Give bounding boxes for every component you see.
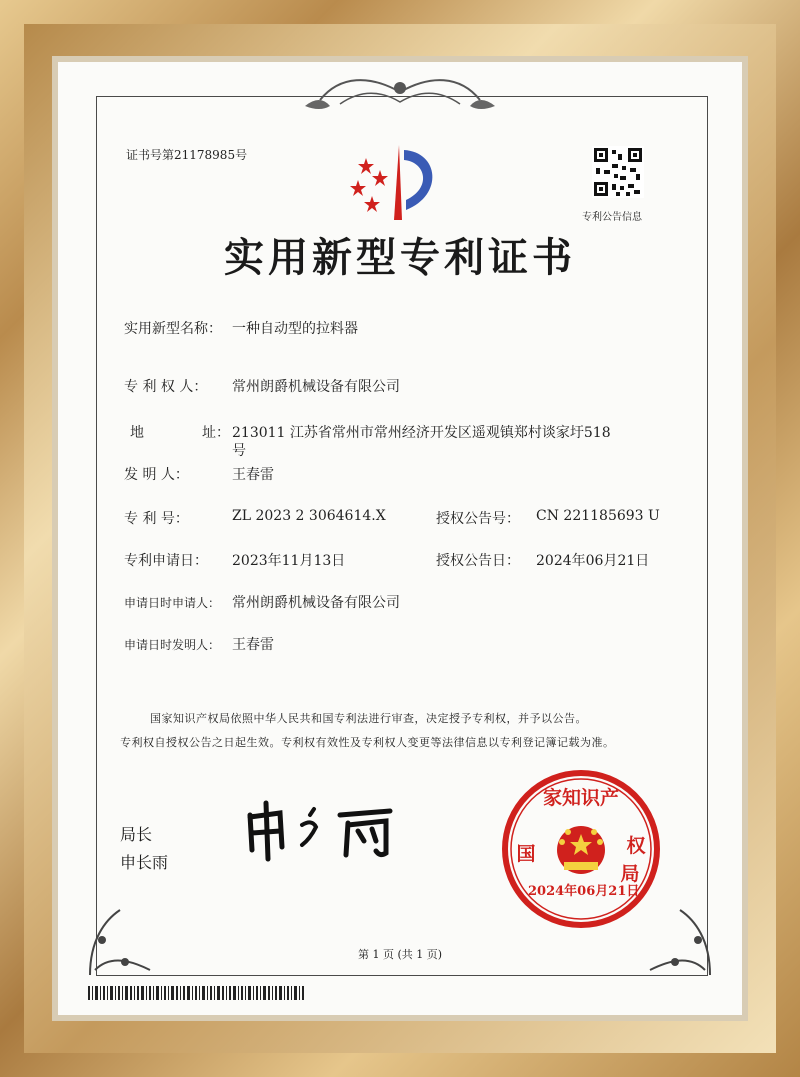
applicant-value: 常州朗爵机械设备有限公司 [232, 595, 400, 611]
official-seal-icon [500, 768, 662, 930]
grant-date-label: 授权公告日： [436, 553, 520, 569]
owner-label: 专 利 权 人： [124, 379, 208, 395]
page-number: 第 1 页 (共 1 页) [357, 948, 443, 961]
applicant-inventor-label: 申请日时发明人： [124, 638, 221, 652]
cnipa-logo-icon [344, 140, 454, 230]
address-label-suffix: 址： [202, 425, 230, 441]
name-label: 实用新型名称： [124, 321, 222, 337]
grant-number-value: CN 221185693 U [536, 508, 660, 524]
owner-value: 常州朗爵机械设备有限公司 [232, 379, 400, 395]
svg-text:家知识产: 家知识产 [542, 787, 620, 809]
grant-date-value: 2024年06月21日 [536, 553, 650, 569]
certificate-title: 实用新型专利证书 [224, 234, 576, 281]
seal-date: 2024年06月21日 [528, 884, 640, 899]
handwritten-signature-icon [240, 795, 410, 865]
grant-number-label: 授权公告号： [436, 511, 520, 527]
statement-line-1: 国家知识产权局依照中华人民共和国专利法进行审查，决定授予专利权，并予以公告。 [150, 712, 587, 725]
barcode-icon [88, 986, 308, 1000]
bottom-left-ornament-icon [80, 900, 160, 980]
top-ornament-icon [300, 70, 500, 114]
svg-text:局: 局 [620, 863, 640, 885]
director-name: 申长雨 [120, 853, 169, 872]
qr-code-icon [592, 146, 644, 198]
address-value-line2: 号 [232, 443, 246, 459]
applicant-inventor-value: 王春雷 [232, 637, 274, 653]
address-value-line1: 213011 江苏省常州市常州经济开发区遥观镇郑村谈家圩518 [232, 425, 611, 441]
statement-line-2: 专利权自授权公告之日起生效。专利权有效性及专利权人变更等法律信息以专利登记簿记载为准。 [120, 736, 615, 749]
svg-text:权: 权 [626, 835, 646, 857]
svg-text:国: 国 [516, 843, 536, 865]
director-title: 局长 [120, 825, 153, 844]
name-value: 一种自动型的拉料器 [232, 321, 358, 337]
inventor-value: 王春雷 [232, 467, 274, 483]
qr-caption: 专利公告信息 [582, 212, 642, 223]
filing-date-label: 专利申请日： [124, 553, 208, 569]
patent-number-label: 专 利 号： [124, 511, 189, 527]
address-label: 地 [130, 425, 144, 441]
filing-date-value: 2023年11月13日 [232, 553, 346, 569]
certificate-number: 证书号第21178985号 [126, 148, 248, 162]
patent-number-value: ZL 2023 2 3064614.X [232, 508, 386, 524]
applicant-label: 申请日时申请人： [124, 596, 221, 610]
inventor-label: 发 明 人： [124, 467, 189, 483]
